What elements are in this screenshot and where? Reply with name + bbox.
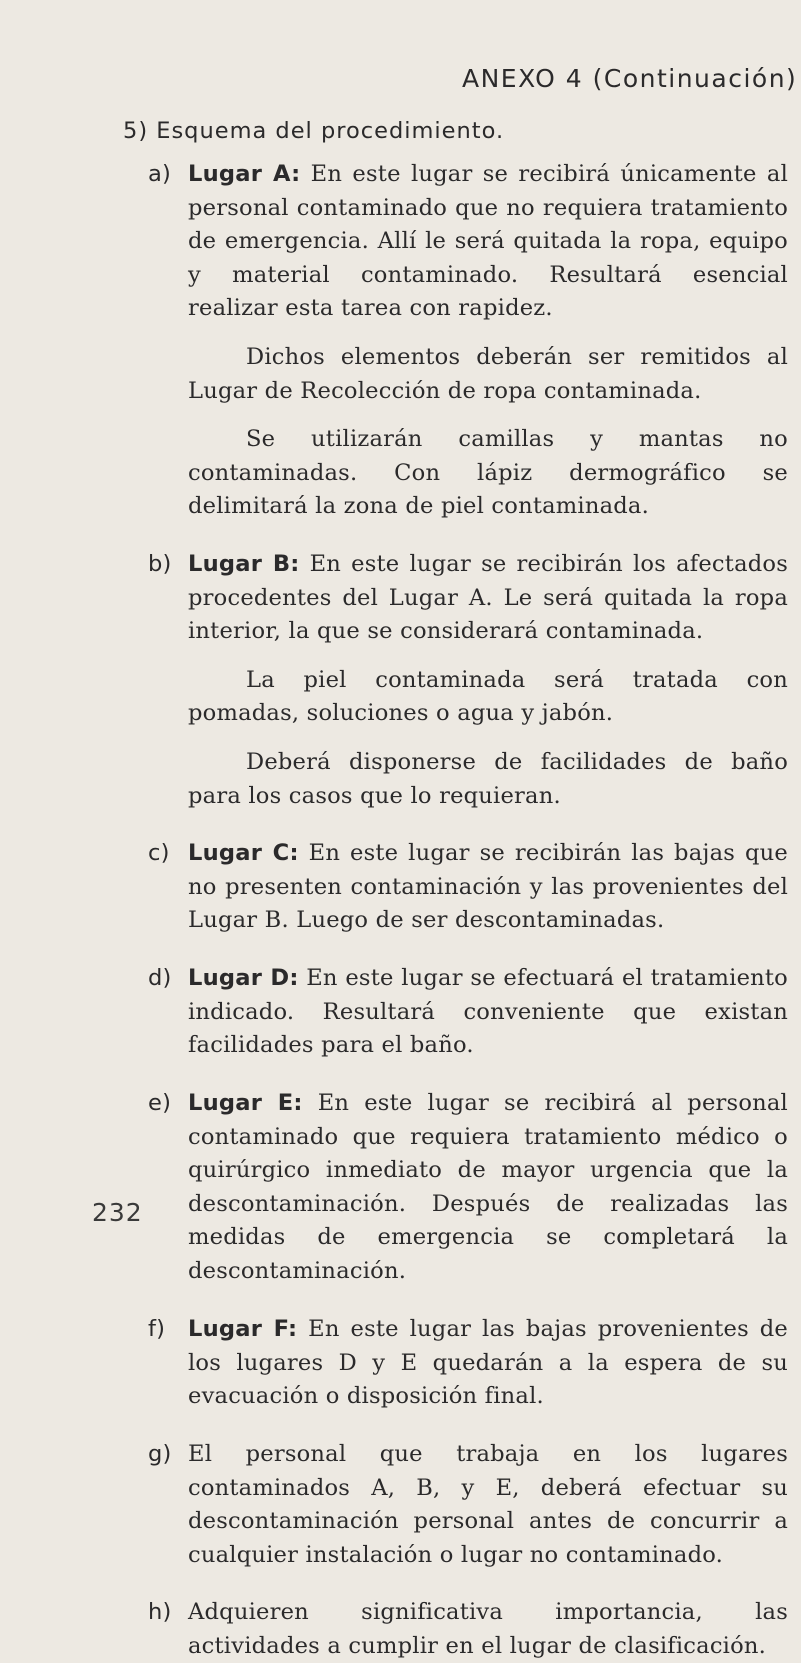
list-item-g — [148, 1438, 788, 1572]
item-letter: d) — [148, 965, 172, 991]
item-paragraph: Dichos elementos deberán ser remitidos al Lugar de Recolección de ropa contaminada. — [188, 343, 788, 404]
item-paragraph — [188, 962, 788, 1063]
item-text: En este lugar las bajas provenientes de los lugares D y E quedarán a la espera de su evacuación o disposición final. — [188, 1316, 788, 1410]
item-label: Lugar F: — [188, 1316, 298, 1342]
item-body — [188, 1596, 788, 1663]
item-label: Lugar E: — [188, 1090, 303, 1116]
item-body — [188, 1313, 788, 1414]
item-label: Lugar B: — [188, 551, 300, 577]
section-title: 5) Esquema del procedimiento. — [123, 118, 505, 144]
item-letter: c) — [148, 840, 170, 866]
page-number: 232 — [92, 1198, 143, 1227]
item-letter: e) — [148, 1090, 172, 1116]
item-paragraph: Adquieren significativa importancia, las actividades a cumplir en el lugar de clasificación. — [188, 1599, 788, 1659]
item-label: Lugar A: — [188, 161, 301, 187]
item-label: Lugar C: — [188, 840, 299, 866]
item-paragraph: Se utilizarán camillas y mantas no contaminadas. Con lápiz dermográfico se delimitará la zona de piel contaminada. — [188, 426, 788, 520]
item-paragraph — [188, 158, 788, 326]
item-body — [188, 837, 788, 938]
item-text: En este lugar se recibirán las bajas que no presenten contaminación y las provenientes del Lugar B. Luego de ser descontaminadas. — [188, 840, 788, 934]
item-paragraph — [188, 548, 788, 649]
item-paragraph — [188, 1087, 788, 1289]
item-paragraph — [188, 837, 788, 938]
item-letter: b) — [148, 551, 172, 577]
page-header: ANEXO 4 (Continuación) — [462, 64, 798, 93]
item-paragraph: El personal que trabaja en los lugares contaminados A, B, y E, deberá efectuar su descontaminación personal antes de concurrir a cualquier instalación o lugar no contaminado. — [188, 1441, 788, 1568]
item-text: En este lugar se efectuará el tratamiento indicado. Resultará conveniente que existan facilidades para el baño. — [188, 965, 788, 1059]
list-item-c — [148, 837, 788, 938]
item-body — [188, 962, 788, 1063]
list-item-f — [148, 1313, 788, 1414]
item-letter: a) — [148, 161, 172, 187]
item-letter: g) — [148, 1441, 172, 1467]
item-label: Lugar D: — [188, 965, 299, 991]
item-paragraph — [188, 1313, 788, 1414]
list-item-b — [148, 548, 788, 813]
item-paragraph: La piel contaminada será tratada con pomadas, soluciones o agua y jabón. — [188, 666, 788, 727]
list-item-a — [148, 158, 788, 524]
item-body — [188, 158, 788, 524]
item-letter: f) — [148, 1316, 166, 1342]
item-body — [188, 548, 788, 813]
item-body — [188, 1087, 788, 1289]
list-item-e — [148, 1087, 788, 1289]
item-text: En este lugar se recibirán los afectados procedentes del Lugar A. Le será quitada la ropa interior, la que se considerará contaminada. — [188, 551, 788, 645]
list-item-h — [148, 1596, 788, 1663]
item-paragraph: Deberá disponerse de facilidades de baño para los casos que lo requieran. — [188, 748, 788, 809]
list-item-d — [148, 962, 788, 1063]
item-text: En este lugar se recibirá al personal contaminado que requiera tratamiento médico o quirúrgico inmediato de mayor urgencia que la descontaminación. Después de realizadas las medidas de emergencia se completará la descontaminación. — [188, 1090, 788, 1284]
item-letter: h) — [148, 1599, 172, 1625]
item-text: En este lugar se recibirá únicamente al personal contaminado que no requiera tratamiento de emergencia. Allí le será quitada la ropa, equipo y material contaminado. Resultará esencial realizar esta tarea con rapidez. — [188, 161, 788, 322]
item-body — [188, 1438, 788, 1572]
